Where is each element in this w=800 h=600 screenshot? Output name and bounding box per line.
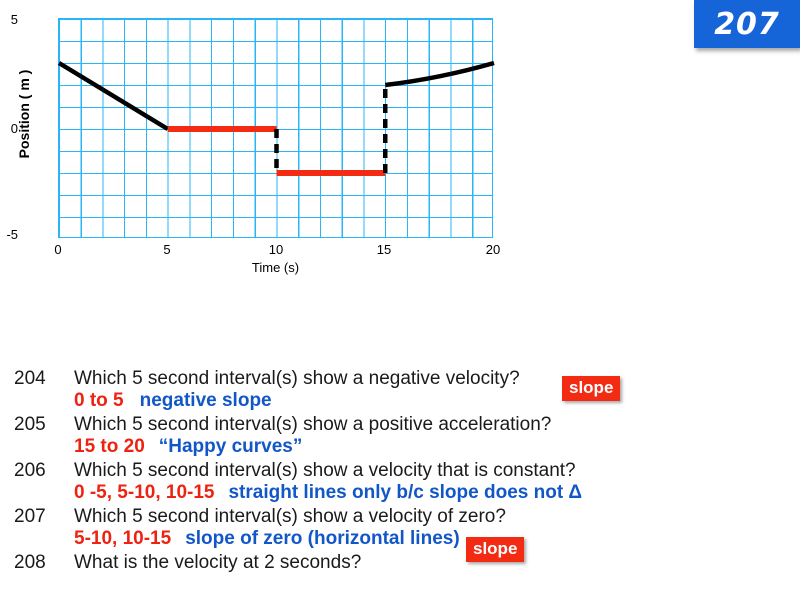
- y-axis-title: Position ( m ): [16, 69, 32, 159]
- slide-number-badge: [694, 0, 800, 48]
- qa-question-row-206: [0, 460, 800, 482]
- segment-15-to-20-upward-curve: [385, 63, 494, 85]
- plot-curve-svg: [59, 19, 494, 239]
- qa-answer-red-204: 0 to 5: [74, 390, 124, 411]
- qa-answer-red-207: 5-10, 10-15: [74, 528, 172, 549]
- qa-question-row-205: [0, 414, 800, 436]
- qa-answer-row-206: [0, 482, 800, 506]
- qa-item-204: [0, 368, 800, 414]
- qa-answer-row-207: [0, 528, 800, 552]
- y-tick-label-5: 5: [10, 12, 18, 27]
- qa-answer-blue-206: straight lines only b/c slope does not Δ: [228, 482, 583, 503]
- x-tick-label-15: 15: [376, 242, 392, 257]
- qa-number-208: 208: [14, 552, 46, 573]
- x-tick-label-5: 5: [163, 242, 171, 257]
- qa-answer-blue-205: “Happy curves”: [158, 436, 303, 457]
- qa-item-208-clipped: [0, 552, 800, 573]
- qa-item-206: [0, 460, 800, 506]
- qa-question-205: Which 5 second interval(s) show a positive acceleration?: [74, 414, 552, 435]
- highlight-tag-slope-207: slope: [466, 537, 524, 562]
- qa-number-204: 204: [14, 368, 46, 389]
- y-tick-label-neg5: -5: [6, 227, 18, 242]
- qa-answer-red-206: 0 -5, 5-10, 10-15: [74, 482, 215, 503]
- qa-question-row-207: [0, 506, 800, 528]
- qa-question-206: Which 5 second interval(s) show a velocity that is constant?: [74, 460, 576, 481]
- qa-question-204: Which 5 second interval(s) show a negative velocity?: [74, 368, 520, 389]
- qa-answer-blue-204: negative slope: [139, 390, 272, 411]
- question-answer-list: [0, 368, 800, 573]
- y-tick-label-0: 0: [10, 121, 18, 136]
- segment-0-to-5-negative-slope: [59, 63, 168, 129]
- qa-item-207: [0, 506, 800, 552]
- qa-number-205: 205: [14, 414, 46, 435]
- qa-answer-red-205: 15 to 20: [74, 436, 145, 457]
- qa-answer-row-205: [0, 436, 800, 460]
- qa-question-row-204: [0, 368, 800, 390]
- qa-number-207: 207: [14, 506, 46, 527]
- plot-area: [58, 18, 493, 238]
- highlight-tag-slope-204: slope: [562, 376, 620, 401]
- slide-number-label: 207: [714, 6, 780, 42]
- qa-question-207: Which 5 second interval(s) show a velocity of zero?: [74, 506, 506, 527]
- qa-answer-blue-207: slope of zero (horizontal lines): [185, 528, 460, 549]
- x-tick-label-10: 10: [268, 242, 284, 257]
- x-axis-title: Time (s): [251, 260, 300, 275]
- qa-number-206: 206: [14, 460, 46, 481]
- position-time-chart: [0, 6, 520, 286]
- qa-answer-row-204: [0, 390, 800, 414]
- x-tick-label-0: 0: [54, 242, 62, 257]
- qa-question-208: What is the velocity at 2 seconds?: [74, 552, 362, 573]
- x-tick-label-20: 20: [485, 242, 501, 257]
- qa-item-205: [0, 414, 800, 460]
